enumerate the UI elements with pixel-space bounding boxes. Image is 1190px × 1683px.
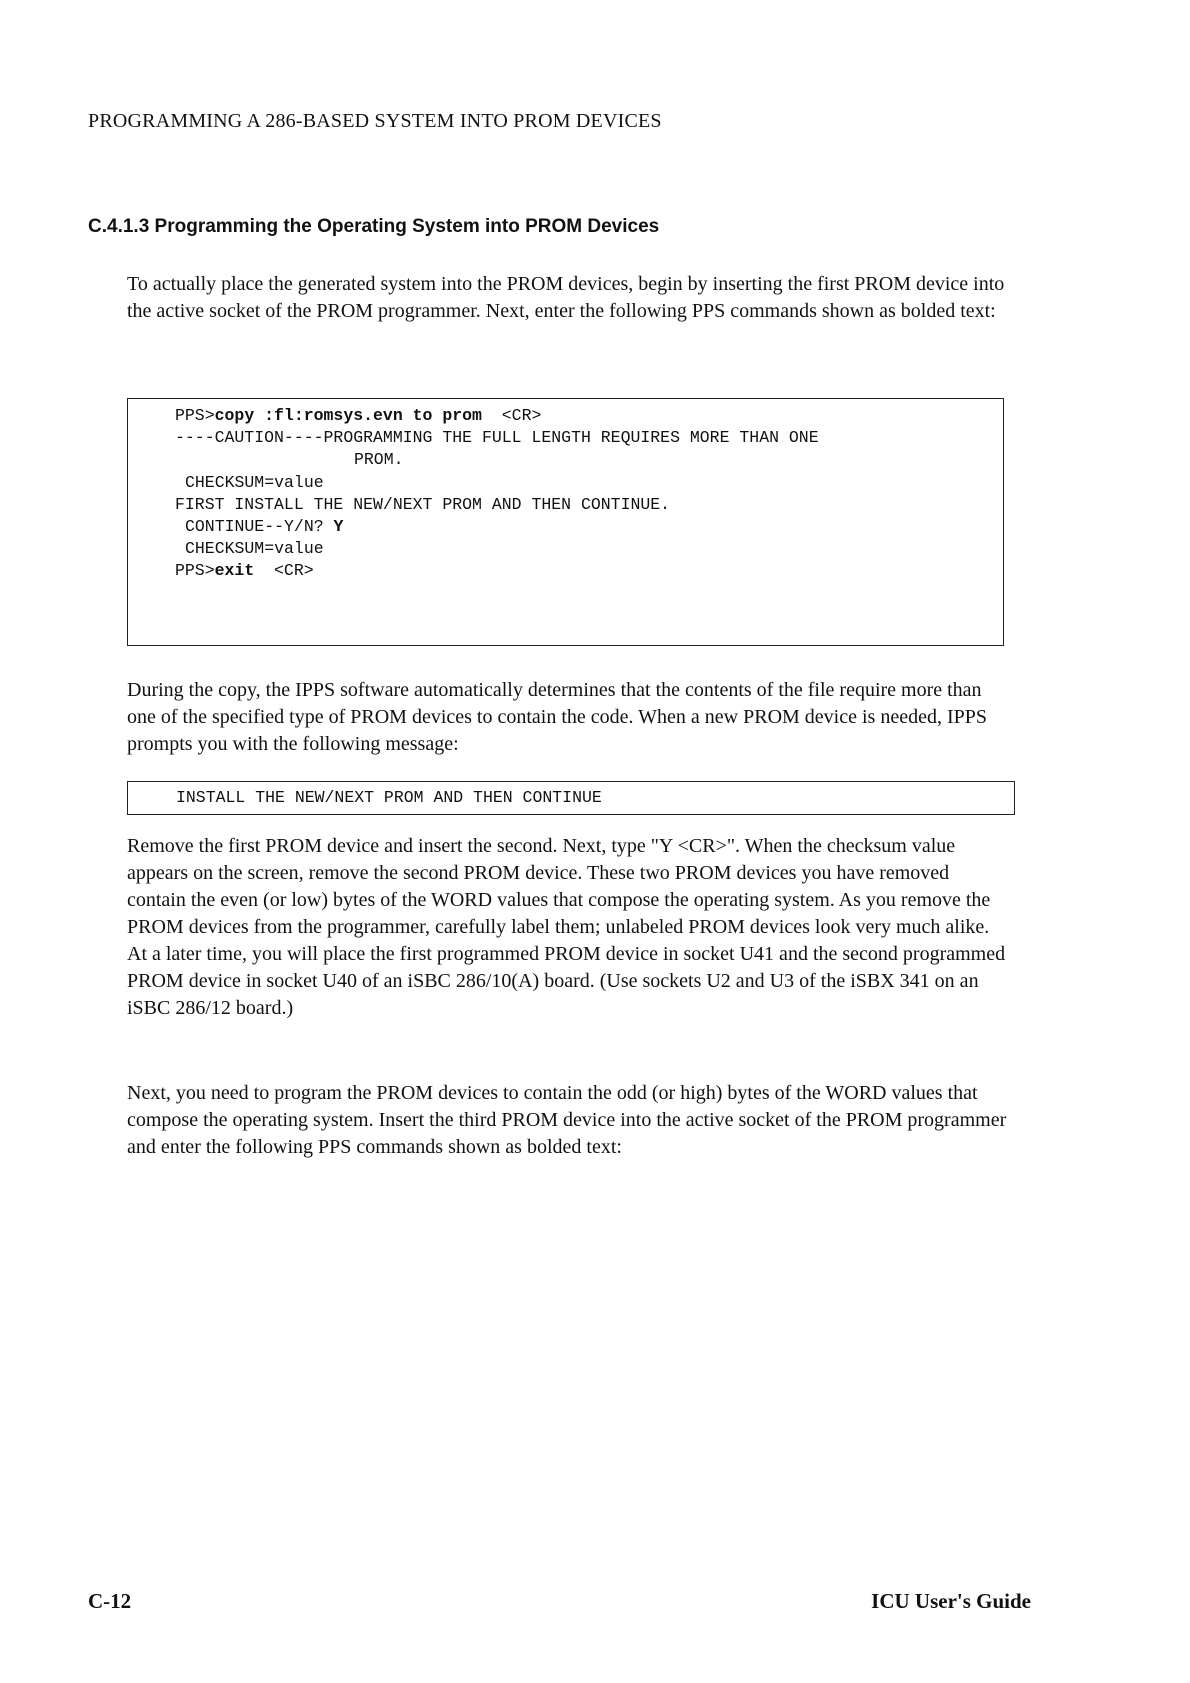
pps-prompt-2: PPS>	[175, 561, 215, 580]
code-line-caution-continued: PROM.	[354, 450, 404, 469]
copy-command: copy :fl:romsys.evn to prom	[214, 406, 482, 425]
pps-prompt: PPS>	[175, 406, 215, 425]
continue-answer: Y	[333, 517, 344, 536]
prompt-message-box	[127, 781, 1015, 815]
code-line-checksum-1: CHECKSUM=value	[185, 473, 324, 492]
next-program-paragraph: Next, you need to program the PROM devices to contain the odd (or high) bytes of the WORD values that compose the operating system. Insert the third PROM device into the active socket of the PROM programmer and enter the following PPS commands shown as bolded text:	[127, 1082, 1007, 1158]
prompt-message: INSTALL THE NEW/NEXT PROM AND THEN CONTINUE	[176, 788, 602, 807]
section-heading: C.4.1.3 Programming the Operating System into PROM Devices	[88, 216, 660, 237]
intro-paragraph: To actually place the generated system into the PROM devices, begin by inserting the first PROM device into the active socket of the PROM programmer. Next, enter the following PPS commands shown as bolded text:	[127, 273, 1005, 322]
command-code-box	[127, 398, 1004, 646]
code-line-continue	[185, 517, 343, 537]
code-line-copy-command	[175, 406, 541, 426]
code-line-checksum-2: CHECKSUM=value	[185, 539, 324, 558]
exit-command: exit	[214, 561, 255, 580]
page-number: C-12	[88, 1589, 132, 1613]
remove-first-paragraph: Remove the first PROM device and insert the second. Next, type "Y <CR>". When the checksum value appears on the screen, remove the second PROM device. These two PROM devices you have removed contain the even (or low) bytes of the WORD values that compose the operating system. As you remove the PROM devices from the programmer, carefully label them; unlabeled PROM devices look very much alike. At a later time, you will place the first programmed PROM device in socket U41 and the second programmed PROM device in socket U40 of an iSBC 286/10(A) board. (Use sockets U2 and U3 of the iSBX 341 on an iSBC 286/12 board.)	[127, 835, 1006, 1019]
carriage-return-key-2: <CR>	[274, 561, 314, 580]
continue-prompt: CONTINUE--Y/N?	[185, 517, 334, 536]
during-copy-paragraph: During the copy, the IPPS software automatically determines that the contents of the file require more than one of the specified type of PROM devices to contain the code. When a new PROM device is needed, IPPS prompts you with the following message:	[127, 679, 987, 755]
carriage-return-key: <CR>	[501, 406, 542, 425]
code-line-first-install: FIRST INSTALL THE NEW/NEXT PROM AND THEN CONTINUE.	[175, 495, 671, 514]
book-title: ICU User's Guide	[871, 1589, 1031, 1613]
running-head: PROGRAMMING A 286-BASED SYSTEM INTO PROM DEVICES	[88, 110, 662, 132]
code-line-exit-command	[175, 561, 314, 581]
code-line-caution: ----CAUTION----PROGRAMMING THE FULL LENGTH REQUIRES MORE THAN ONE	[175, 428, 819, 447]
